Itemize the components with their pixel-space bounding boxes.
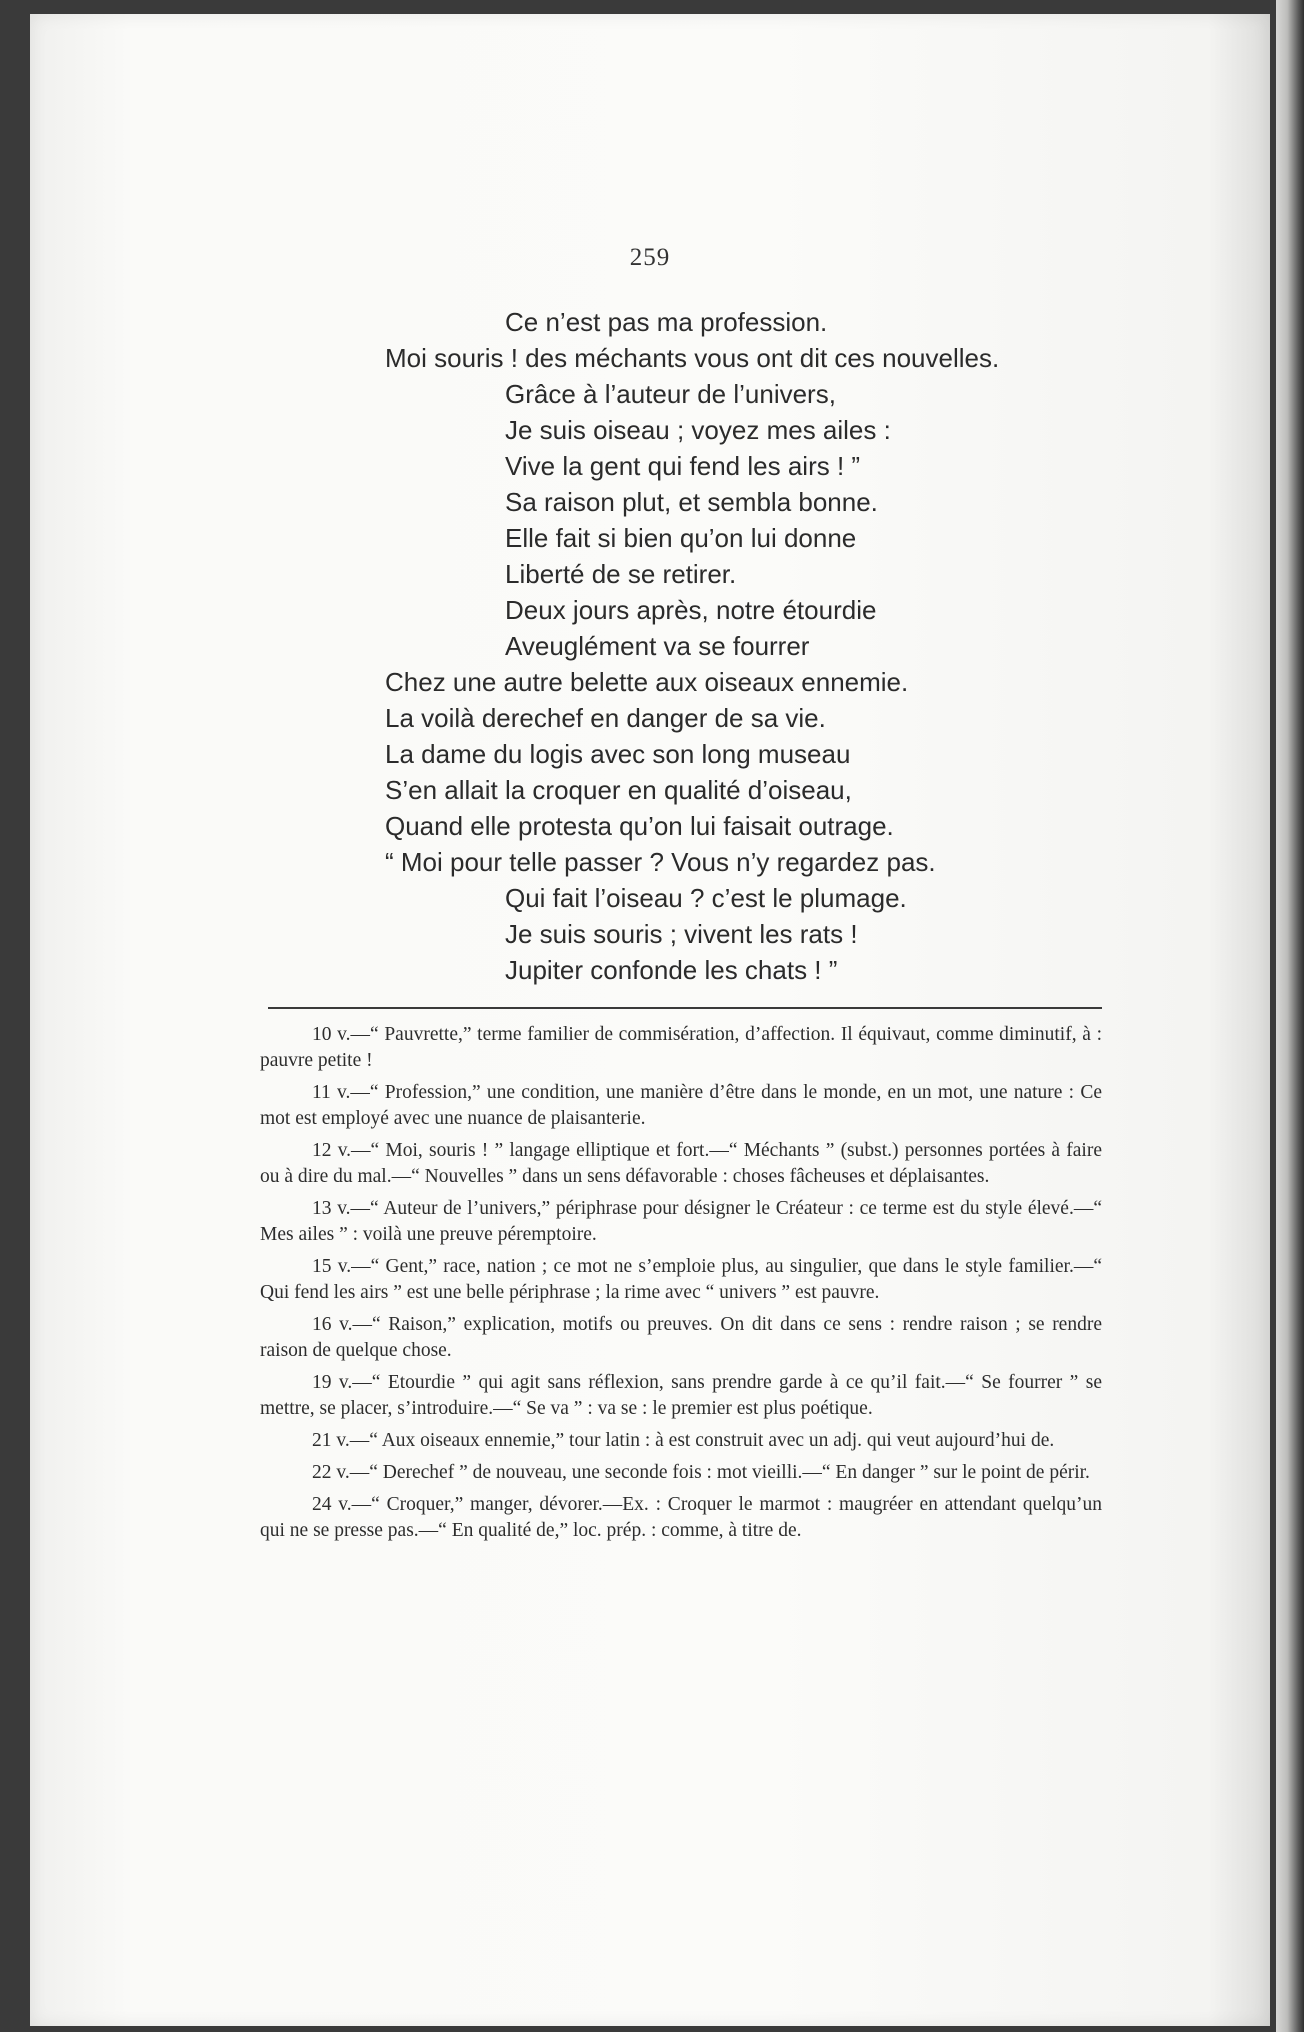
poem-line: S’en allait la croquer en qualité d’oiseau, bbox=[385, 775, 852, 805]
poem-line: La dame du logis avec son long museau bbox=[385, 739, 851, 769]
footnotes bbox=[260, 1022, 1102, 1550]
book-page bbox=[30, 14, 1270, 2026]
poem-line: Liberté de se retirer. bbox=[505, 559, 737, 589]
poem-line: La voilà derechef en danger de sa vie. bbox=[385, 703, 826, 733]
page-edge bbox=[1276, 0, 1304, 2032]
poem-line: Sa raison plut, et sembla bonne. bbox=[505, 487, 878, 517]
poem-line: Je suis oiseau ; voyez mes ailes : bbox=[505, 415, 891, 445]
footnote-divider bbox=[268, 1007, 1102, 1009]
footnote: 21 v.—“ Aux oiseaux ennemie,” tour latin : à est construit avec un adj. qui veut aujourd’hui de. bbox=[312, 1430, 1055, 1451]
poem-line: Vive la gent qui fend les airs ! ” bbox=[505, 451, 861, 481]
poem-line: Jupiter confonde les chats ! ” bbox=[505, 955, 838, 985]
poem-line: Je suis souris ; vivent les rats ! bbox=[505, 919, 858, 949]
poem-line: “ Moi pour telle passer ? Vous n’y regardez pas. bbox=[385, 847, 936, 877]
footnote: 24 v.—“ Croquer,” manger, dévorer.—Ex. : Croquer le marmot : maugréer en attendant quelqu’un qui ne se presse pas.—“ En qualité de,” loc. prép. : comme, à titre de. bbox=[260, 1494, 1102, 1541]
poem-line: Chez une autre belette aux oiseaux ennemie. bbox=[385, 667, 909, 697]
footnote: 11 v.—“ Profession,” une condition, une manière d’être dans le monde, en un mot, une nature : Ce mot est employé avec une nuance de plaisanterie. bbox=[260, 1082, 1102, 1129]
poem-line: Moi souris ! des méchants vous ont dit ces nouvelles. bbox=[385, 343, 1000, 373]
footnote: 15 v.—“ Gent,” race, nation ; ce mot ne s’emploie plus, au singulier, que dans le style familier.—“ Qui fend les airs ” est une belle périphrase ; la rime avec “ univers ” est pauvre. bbox=[260, 1256, 1102, 1303]
poem-line: Deux jours après, notre étourdie bbox=[505, 595, 877, 625]
page-number: 259 bbox=[629, 244, 671, 271]
footnote: 19 v.—“ Etourdie ” qui agit sans réflexion, sans prendre garde à ce qu’il fait.—“ Se fourrer ” se mettre, se placer, s’introduire.—“ Se va ” : va se : le premier est plus poétique. bbox=[260, 1372, 1102, 1419]
poem-line: Elle fait si bien qu’on lui donne bbox=[505, 523, 857, 553]
poem-line: Qui fait l’oiseau ? c’est le plumage. bbox=[505, 883, 907, 913]
poem-line: Aveuglément va se fourrer bbox=[505, 631, 810, 661]
poem-text bbox=[385, 304, 1145, 988]
footnote: 10 v.—“ Pauvrette,” terme familier de commisération, d’affection. Il équivaut, comme diminutif, à : pauvre petite ! bbox=[260, 1024, 1102, 1071]
poem-line: Ce n’est pas ma profession. bbox=[505, 307, 828, 337]
poem-line: Grâce à l’auteur de l’univers, bbox=[505, 379, 836, 409]
footnote: 16 v.—“ Raison,” explication, motifs ou preuves. On dit dans ce sens : rendre raison ; se rendre raison de quelque chose. bbox=[260, 1314, 1102, 1361]
poem-line: Quand elle protesta qu’on lui faisait outrage. bbox=[385, 811, 894, 841]
footnote: 22 v.—“ Derechef ” de nouveau, une seconde fois : mot vieilli.—“ En danger ” sur le point de périr. bbox=[312, 1462, 1090, 1483]
footnote: 12 v.—“ Moi, souris ! ” langage elliptique et fort.—“ Méchants ” (subst.) personnes portées à faire ou à dire du mal.—“ Nouvelles ” dans un sens défavorable : choses fâcheuses et déplaisantes. bbox=[260, 1140, 1102, 1187]
footnote: 13 v.—“ Auteur de l’univers,” périphrase pour désigner le Créateur : ce terme est du style élevé.—“ Mes ailes ” : voilà une preuve péremptoire. bbox=[260, 1198, 1102, 1245]
